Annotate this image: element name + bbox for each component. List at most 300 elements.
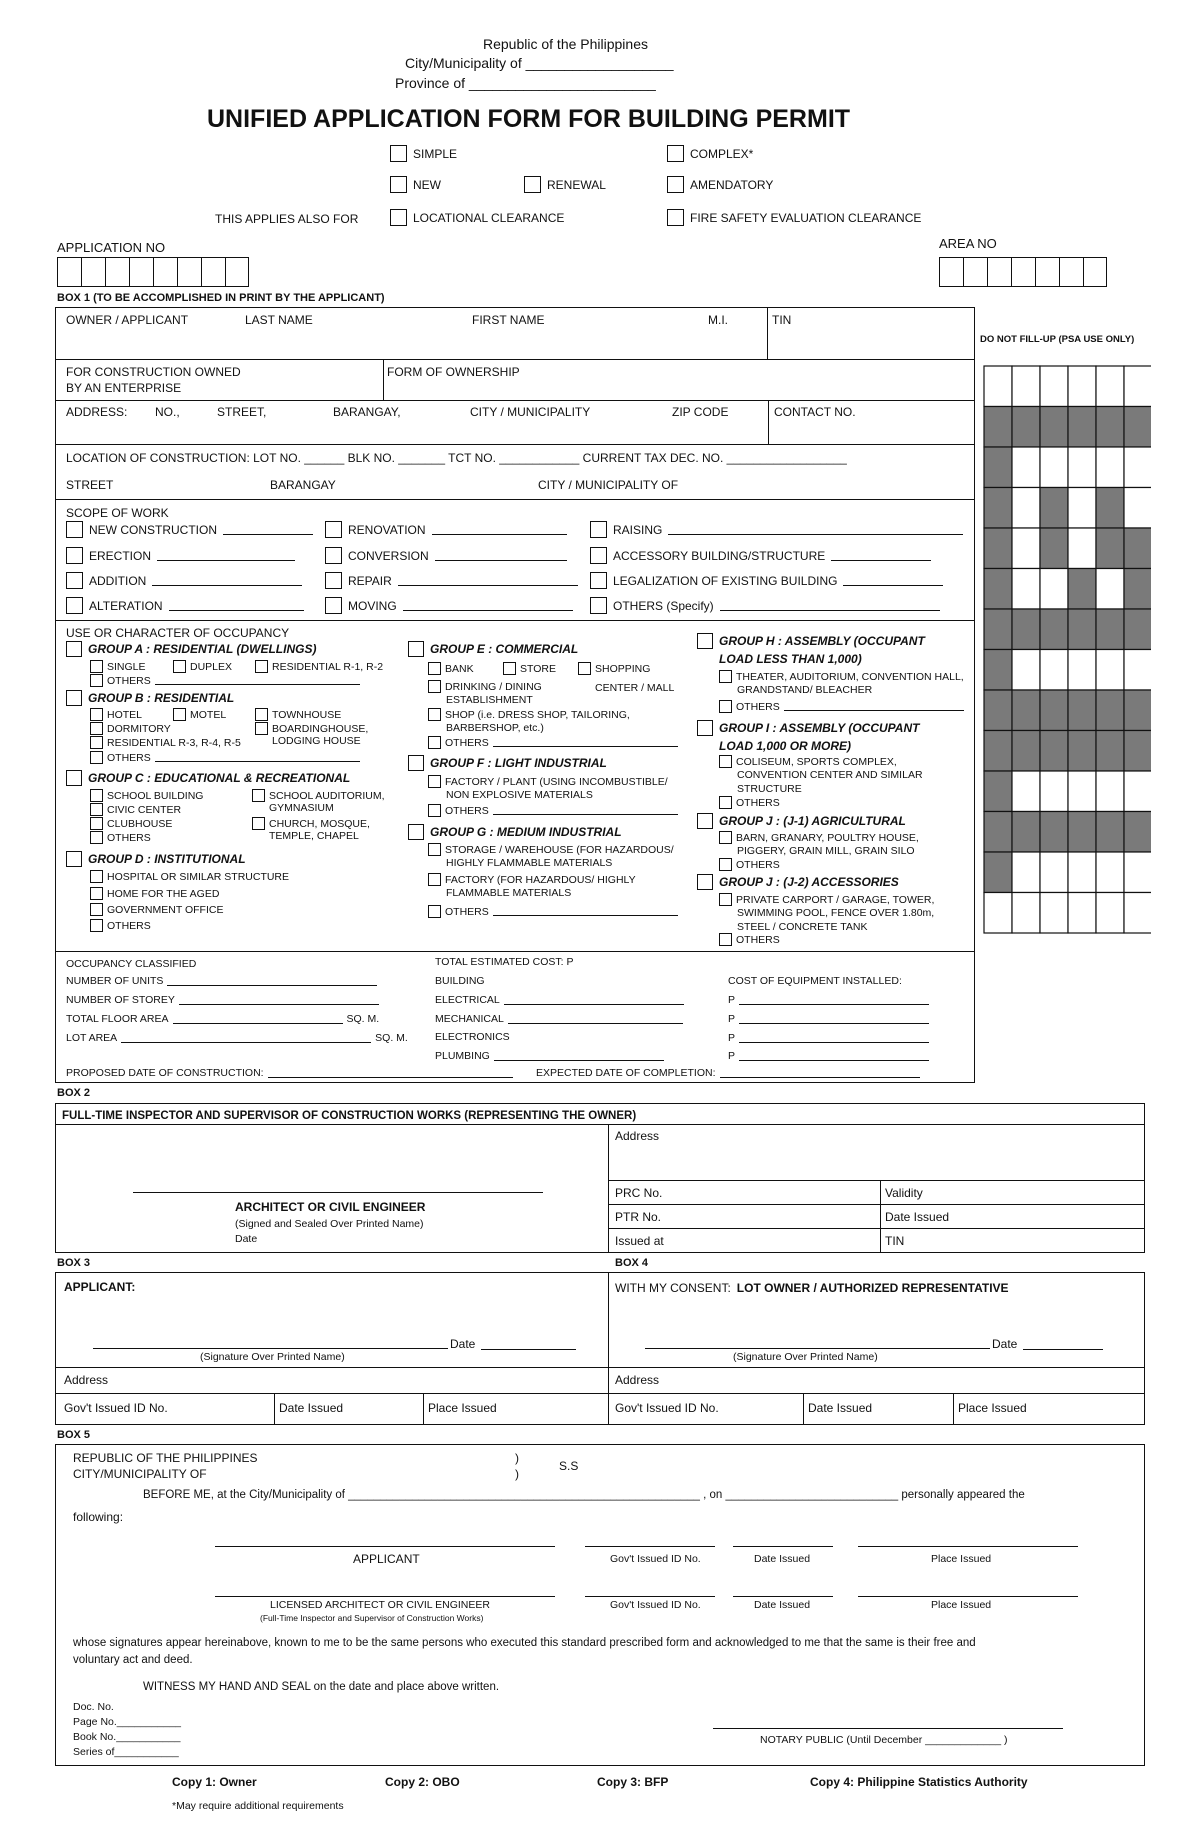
- checkbox[interactable]: [66, 547, 83, 564]
- occ-item-label: CIVIC CENTER: [107, 803, 182, 816]
- notary-signature-line[interactable]: [713, 1728, 1063, 1729]
- occ-item[interactable]: [719, 755, 897, 768]
- contact-label: CONTACT NO.: [774, 405, 856, 419]
- group-label: GROUP A : RESIDENTIAL (DWELLINGS): [88, 642, 317, 656]
- occ-item[interactable]: [719, 858, 780, 871]
- checkbox[interactable]: [255, 722, 268, 735]
- checkbox[interactable]: [66, 770, 82, 786]
- scope-moving[interactable]: [325, 597, 573, 614]
- psa-cell: [1124, 447, 1151, 488]
- occ-item[interactable]: [252, 789, 385, 802]
- storey-field[interactable]: [66, 994, 379, 1006]
- psa-cell: [1012, 447, 1040, 488]
- checkbox[interactable]: [719, 796, 732, 809]
- new-option[interactable]: [390, 176, 441, 193]
- applicant-date-field[interactable]: [450, 1337, 576, 1351]
- checkbox[interactable]: [428, 804, 441, 817]
- psa-cell: [1068, 812, 1096, 853]
- checkbox[interactable]: [90, 831, 103, 844]
- applicant-place-line[interactable]: [858, 1546, 1078, 1547]
- mechanical-field[interactable]: [435, 1013, 683, 1025]
- page-no: Page No.___________: [73, 1716, 182, 1728]
- occ-item[interactable]: [90, 803, 181, 816]
- occ-item[interactable]: [428, 843, 674, 856]
- occ-item[interactable]: [90, 708, 142, 721]
- occ-item[interactable]: [90, 660, 146, 673]
- checkbox[interactable]: [719, 700, 732, 713]
- occ-item[interactable]: [90, 722, 171, 735]
- lot-owner-signature-line[interactable]: [645, 1348, 990, 1349]
- occ-item[interactable]: [255, 722, 368, 735]
- occ-item-label: OTHERS: [107, 919, 151, 932]
- psa-cell: [1040, 447, 1068, 488]
- occ-item[interactable]: [428, 662, 474, 675]
- lot-owner-sig-caption: (Signature Over Printed Name): [733, 1351, 878, 1363]
- amendatory-option[interactable]: [667, 176, 773, 193]
- checkbox[interactable]: [697, 874, 713, 890]
- group-a[interactable]: [66, 641, 316, 657]
- psa-cell: [1012, 852, 1040, 893]
- checkbox[interactable]: [66, 572, 83, 589]
- occ-item-label: OTHERS: [736, 858, 780, 871]
- group-label: GROUP J : (J-2) ACCESSORIES: [719, 875, 899, 889]
- checkbox[interactable]: [66, 690, 82, 706]
- occ-item-label: DUPLEX: [190, 660, 233, 673]
- checkbox[interactable]: [90, 870, 103, 883]
- checkbox[interactable]: [590, 521, 607, 538]
- box4-place-issued-label: Place Issued: [958, 1401, 1027, 1415]
- occ-item[interactable]: [428, 680, 542, 693]
- psa-cell: [1096, 650, 1124, 691]
- psa-cell: [1068, 366, 1096, 407]
- complex-label: COMPLEX*: [690, 146, 754, 161]
- psa-cell: [1096, 488, 1124, 529]
- p-label: P: [728, 1013, 736, 1025]
- notary-place-issued-label: Place Issued: [931, 1553, 992, 1565]
- occ-item[interactable]: [255, 708, 341, 721]
- checkbox[interactable]: [325, 572, 342, 589]
- psa-cell: [1012, 812, 1040, 853]
- checkbox[interactable]: [66, 597, 83, 614]
- divider: [55, 359, 975, 360]
- occ-item[interactable]: [719, 893, 934, 906]
- psa-cell: [1068, 407, 1096, 448]
- equip-p4[interactable]: [728, 1050, 929, 1062]
- electrical-field[interactable]: [435, 994, 684, 1006]
- checkbox[interactable]: [667, 176, 684, 193]
- occ-item-label: OTHERS: [107, 674, 151, 687]
- equip-p1[interactable]: [728, 994, 929, 1006]
- group-c[interactable]: [66, 770, 350, 786]
- electronics-label: ELECTRONICS: [435, 1031, 510, 1043]
- complex-option[interactable]: [667, 145, 753, 162]
- checkbox[interactable]: [697, 720, 713, 736]
- box2-date-label: Date: [235, 1233, 258, 1245]
- occ-item[interactable]: [90, 736, 241, 749]
- checkbox[interactable]: [697, 813, 713, 829]
- occupancy-classified-label: OCCUPANCY CLASSIFIED: [66, 958, 197, 970]
- divider: [803, 1393, 804, 1425]
- equip-p2[interactable]: [728, 1013, 929, 1025]
- application-no-cells[interactable]: [57, 257, 249, 287]
- notary-engineer-sub: (Full-Time Inspector and Supervisor of Construction Works): [260, 1613, 484, 1623]
- box4-address-label: Address: [615, 1373, 660, 1387]
- applicant-id-line[interactable]: [585, 1546, 715, 1547]
- checkbox[interactable]: [428, 708, 441, 721]
- amendatory-label: AMENDATORY: [690, 177, 774, 192]
- scope-renovation[interactable]: [325, 521, 567, 538]
- proposed-date-field[interactable]: [66, 1067, 513, 1079]
- occ-item-label: SHOPPING: [595, 662, 651, 675]
- psa-cell: [1068, 447, 1096, 488]
- simple-option[interactable]: [390, 145, 457, 162]
- simple-label: SIMPLE: [413, 146, 458, 161]
- scope-addition[interactable]: [66, 572, 302, 589]
- scope-title: SCOPE OF WORK: [66, 506, 169, 520]
- occ-item[interactable]: [173, 660, 232, 673]
- floor-area-label: TOTAL FLOOR AREA: [66, 1013, 169, 1025]
- occ-item[interactable]: [428, 804, 678, 817]
- box5-label: BOX 5: [57, 1429, 91, 1441]
- occ-item[interactable]: [90, 903, 223, 916]
- applicant-sign-line[interactable]: [215, 1546, 555, 1547]
- box3-label: BOX 3: [57, 1257, 91, 1269]
- checkbox[interactable]: [90, 674, 103, 687]
- checkbox[interactable]: [428, 873, 441, 886]
- group-j2[interactable]: [697, 874, 899, 890]
- expected-date-field[interactable]: [536, 1067, 920, 1079]
- checkbox[interactable]: [90, 736, 103, 749]
- last-name-label: LAST NAME: [245, 313, 313, 327]
- occ-item[interactable]: [173, 708, 226, 721]
- lot-owner-date-field[interactable]: [992, 1337, 1103, 1351]
- psa-cell: [1012, 407, 1040, 448]
- occ-item[interactable]: [719, 670, 964, 683]
- checkbox[interactable]: [90, 660, 103, 673]
- occ-item-label: STEEL / CONCRETE TANK: [737, 921, 868, 933]
- checkbox[interactable]: [90, 708, 103, 721]
- occ-item-label: OTHERS: [736, 933, 780, 946]
- box4-date-issued-label: Date Issued: [808, 1401, 873, 1415]
- checkbox[interactable]: [66, 851, 82, 867]
- checkbox[interactable]: [390, 209, 407, 226]
- divider: [608, 1204, 1145, 1205]
- divider: [274, 1393, 275, 1425]
- occ-item[interactable]: [90, 919, 151, 932]
- occ-item-label: RESIDENTIAL R-1, R-2: [272, 660, 384, 673]
- occ-item-label: SHOP (i.e. DRESS SHOP, TAILORING,: [445, 708, 630, 721]
- checkbox[interactable]: [428, 905, 441, 918]
- occ-item[interactable]: [90, 674, 360, 687]
- mi-label: M.I.: [708, 313, 728, 327]
- occ-item[interactable]: [90, 817, 172, 830]
- lot-owner-label: LOT OWNER / AUTHORIZED REPRESENTATIVE: [736, 1281, 1009, 1295]
- checkbox[interactable]: [578, 662, 591, 675]
- occ-item[interactable]: [578, 662, 650, 675]
- checkbox[interactable]: [90, 803, 103, 816]
- box3-address-label: Address: [64, 1373, 109, 1387]
- divider: [55, 620, 975, 621]
- occ-item[interactable]: [252, 817, 370, 830]
- occ-item[interactable]: [428, 708, 630, 721]
- street-label: STREET,: [217, 405, 267, 419]
- copy2: Copy 2: OBO: [385, 1775, 460, 1789]
- occ-item-label: FACTORY (FOR HAZARDOUS/ HIGHLY: [445, 873, 636, 886]
- barangay-label: BARANGAY,: [333, 405, 401, 419]
- checkbox[interactable]: [408, 824, 424, 840]
- before-me-text: BEFORE ME, at the City/Municipality of _______________________________________________________ , on ___________________________ personally appeared the: [143, 1489, 1025, 1501]
- checkbox[interactable]: [90, 887, 103, 900]
- occ-item[interactable]: [719, 831, 919, 844]
- occ-item[interactable]: [503, 662, 556, 675]
- location-line: LOCATION OF CONSTRUCTION: LOT NO. ______ BLK NO. _______ TCT NO. ____________ CURRENT TAX DEC. NO. __________________: [66, 451, 847, 465]
- scope-item-label: ADDITION: [89, 573, 147, 588]
- fire-safety-option[interactable]: [667, 209, 921, 226]
- group-b[interactable]: [66, 690, 234, 706]
- whose-text-1: whose signatures appear hereinabove, known to me to be the same persons who executed this standard prescribed form and acknowledged to me that the same is their free and: [73, 1637, 976, 1649]
- psa-cell: [1012, 609, 1040, 650]
- renewal-option[interactable]: [524, 176, 606, 193]
- occ-item[interactable]: [428, 775, 668, 788]
- scope-item-label: MOVING: [348, 598, 397, 613]
- occ-item-label: DRINKING / DINING: [445, 680, 542, 693]
- scope-raising[interactable]: [590, 521, 963, 538]
- scope-accessory[interactable]: [590, 547, 931, 564]
- occ-item-label: MOTEL: [190, 708, 227, 721]
- box2-date-issued-label: Date Issued: [885, 1210, 950, 1224]
- box1-title: BOX 1 (TO BE ACCOMPLISHED IN PRINT BY THE APPLICANT): [57, 292, 385, 304]
- occ-item[interactable]: [90, 887, 219, 900]
- occ-item[interactable]: [428, 873, 636, 886]
- paren-2: ): [515, 1467, 519, 1481]
- psa-cell: [1040, 893, 1068, 934]
- checkbox[interactable]: [428, 736, 441, 749]
- occ-item[interactable]: [255, 660, 383, 673]
- occ-item[interactable]: [428, 736, 678, 749]
- psa-cell: [1068, 731, 1096, 772]
- checkbox[interactable]: [408, 641, 424, 657]
- renewal-label: RENEWAL: [547, 177, 606, 192]
- scope-repair[interactable]: [325, 572, 578, 589]
- checkbox[interactable]: [325, 597, 342, 614]
- psa-cell: [1124, 528, 1151, 569]
- checkbox[interactable]: [90, 789, 103, 802]
- psa-cell: [1096, 771, 1124, 812]
- checkbox[interactable]: [428, 843, 441, 856]
- checkbox[interactable]: [66, 521, 83, 538]
- group-f[interactable]: [408, 755, 607, 771]
- fire-safety-label: FIRE SAFETY EVALUATION CLEARANCE: [690, 210, 922, 225]
- psa-label: DO NOT FILL-UP (PSA USE ONLY): [980, 334, 1135, 345]
- occ-item[interactable]: [90, 751, 360, 764]
- checkbox[interactable]: [719, 755, 732, 768]
- psa-cell: [1124, 893, 1151, 934]
- checkbox[interactable]: [697, 633, 713, 649]
- applicant-sig-caption: (Signature Over Printed Name): [200, 1351, 345, 1363]
- engineer-place-line[interactable]: [858, 1596, 1078, 1597]
- checkbox[interactable]: [719, 831, 732, 844]
- checkbox[interactable]: [503, 662, 516, 675]
- scope-item-label: ERECTION: [89, 548, 152, 563]
- floor-area-field[interactable]: [66, 1013, 379, 1025]
- occ-item-label: FLAMMABLE MATERIALS: [446, 887, 572, 899]
- scope-legalization[interactable]: [590, 572, 943, 589]
- psa-cell: [1068, 569, 1096, 610]
- group-d[interactable]: [66, 851, 246, 867]
- locational-option[interactable]: [390, 209, 564, 226]
- zip-label: ZIP CODE: [672, 405, 729, 419]
- psa-cell: [1040, 812, 1068, 853]
- checkbox[interactable]: [667, 145, 684, 162]
- scope-item-label: NEW CONSTRUCTION: [89, 522, 217, 537]
- architect-signature-line[interactable]: [133, 1192, 543, 1193]
- occ-item-label: HOTEL: [107, 708, 143, 721]
- footnote: *May require additional requirements: [172, 1800, 344, 1812]
- occ-item-label: BOARDINGHOUSE,: [272, 722, 369, 735]
- scope-others[interactable]: [590, 597, 940, 614]
- notary-gov-id-label: Gov't Issued ID No.: [610, 1553, 701, 1565]
- divider: [55, 1367, 1145, 1368]
- checkbox[interactable]: [408, 755, 424, 771]
- scope-erection[interactable]: [66, 547, 295, 564]
- checkbox[interactable]: [390, 176, 407, 193]
- applicant-date-line[interactable]: [733, 1546, 833, 1547]
- building-label: BUILDING: [435, 975, 485, 987]
- occ-item-label: THEATER, AUDITORIUM, CONVENTION HALL,: [736, 670, 964, 683]
- checkbox[interactable]: [390, 145, 407, 162]
- checkbox[interactable]: [524, 176, 541, 193]
- area-no-label: AREA NO: [939, 236, 997, 251]
- psa-cell: [1096, 731, 1124, 772]
- psa-cell: [1012, 528, 1040, 569]
- units-field[interactable]: [66, 975, 377, 987]
- divider: [608, 1228, 1145, 1229]
- checkbox[interactable]: [325, 547, 342, 564]
- checkbox[interactable]: [719, 858, 732, 871]
- checkbox[interactable]: [252, 789, 265, 802]
- psa-cell: [1096, 569, 1124, 610]
- checkbox[interactable]: [428, 662, 441, 675]
- witness-text: WITNESS MY HAND AND SEAL on the date and place above written.: [143, 1681, 500, 1693]
- scope-item-label: CONVERSION: [348, 548, 429, 563]
- occ-item-label: SINGLE: [107, 660, 146, 673]
- psa-cell: [1124, 690, 1151, 731]
- occ-item[interactable]: [90, 789, 203, 802]
- form-ownership-label: FORM OF OWNERSHIP: [387, 365, 520, 379]
- psa-cell: [1040, 852, 1068, 893]
- psa-cell: [1012, 731, 1040, 772]
- applicant-signature-line[interactable]: [93, 1348, 448, 1349]
- applicant-label: APPLICANT:: [64, 1280, 136, 1294]
- engineer-date-line[interactable]: [733, 1596, 833, 1597]
- psa-cell: [1096, 407, 1124, 448]
- expected-label: EXPECTED DATE OF COMPLETION:: [536, 1067, 716, 1079]
- checkbox[interactable]: [90, 919, 103, 932]
- engineer-id-line[interactable]: [585, 1596, 715, 1597]
- checkbox[interactable]: [255, 660, 268, 673]
- occ-item-label: NON EXPLOSIVE MATERIALS: [446, 789, 593, 801]
- architect-label: ARCHITECT OR CIVIL ENGINEER: [235, 1200, 426, 1214]
- psa-cell: [984, 366, 1012, 407]
- notary-public-label: NOTARY PUBLIC (Until December _____________ ): [760, 1734, 1008, 1746]
- psa-cell: [1068, 609, 1096, 650]
- notary-date-issued-label: Date Issued: [754, 1553, 811, 1565]
- checkbox[interactable]: [90, 722, 103, 735]
- group-label: GROUP E : COMMERCIAL: [430, 642, 579, 656]
- psa-cell: [1124, 609, 1151, 650]
- scope-alteration[interactable]: [66, 597, 304, 614]
- checkbox[interactable]: [428, 680, 441, 693]
- scope-conversion[interactable]: [325, 547, 567, 564]
- occ-item-label: GOVERNMENT OFFICE: [107, 903, 224, 916]
- checkbox[interactable]: [90, 751, 103, 764]
- checkbox[interactable]: [667, 209, 684, 226]
- checkbox[interactable]: [325, 521, 342, 538]
- psa-cell: [984, 852, 1012, 893]
- occ-item[interactable]: [90, 831, 151, 844]
- checkbox[interactable]: [90, 817, 103, 830]
- equip-p3[interactable]: [728, 1032, 929, 1044]
- occ-item[interactable]: [90, 870, 289, 883]
- checkbox[interactable]: [428, 775, 441, 788]
- divider: [55, 444, 975, 445]
- checkbox[interactable]: [255, 708, 268, 721]
- scope-new-construction[interactable]: [66, 521, 313, 538]
- scope-item-label: OTHERS (Specify): [613, 598, 714, 613]
- checkbox[interactable]: [173, 708, 186, 721]
- occ-item-label: COLISEUM, SPORTS COMPLEX,: [736, 755, 897, 768]
- occ-item[interactable]: [428, 905, 678, 918]
- scope-item-label: RENOVATION: [348, 522, 426, 537]
- psa-cell: [1012, 771, 1040, 812]
- group-label: GROUP I : ASSEMBLY (OCCUPANT: [719, 721, 920, 735]
- group-g[interactable]: [408, 824, 622, 840]
- checkbox[interactable]: [719, 893, 732, 906]
- checkbox[interactable]: [719, 670, 732, 683]
- checkbox[interactable]: [90, 903, 103, 916]
- engineer-sign-line[interactable]: [215, 1596, 555, 1597]
- group-j1[interactable]: [697, 813, 906, 829]
- checkbox[interactable]: [173, 660, 186, 673]
- occ-item-label: LODGING HOUSE: [272, 735, 361, 747]
- occ-item-label: RESIDENTIAL R-3, R-4, R-5: [107, 736, 241, 749]
- occ-item-label: CHURCH, MOSQUE,: [269, 817, 370, 830]
- lot-area-field[interactable]: [66, 1032, 408, 1044]
- p-label: P: [728, 1032, 736, 1044]
- occ-item[interactable]: [719, 933, 780, 946]
- occ-item[interactable]: [719, 796, 780, 809]
- consent-line: [615, 1281, 1009, 1295]
- group-h[interactable]: [697, 633, 925, 649]
- city-mun-of-label: CITY / MUNICIPALITY OF: [538, 478, 679, 492]
- group-e[interactable]: [408, 641, 578, 657]
- plumbing-field[interactable]: [435, 1050, 664, 1062]
- sqm-label: SQ. M.: [346, 1013, 380, 1025]
- total-cost-label: TOTAL ESTIMATED COST: P: [435, 956, 574, 968]
- area-no-cells[interactable]: [939, 257, 1107, 287]
- checkbox[interactable]: [590, 572, 607, 589]
- group-i[interactable]: [697, 720, 919, 736]
- occ-item[interactable]: [719, 700, 964, 713]
- checkbox[interactable]: [252, 817, 265, 830]
- divider: [55, 1393, 1145, 1394]
- checkbox[interactable]: [66, 641, 82, 657]
- checkbox[interactable]: [590, 547, 607, 564]
- issued-at-label: Issued at: [615, 1234, 664, 1248]
- new-label: NEW: [413, 177, 441, 192]
- checkbox[interactable]: [719, 933, 732, 946]
- checkbox[interactable]: [590, 597, 607, 614]
